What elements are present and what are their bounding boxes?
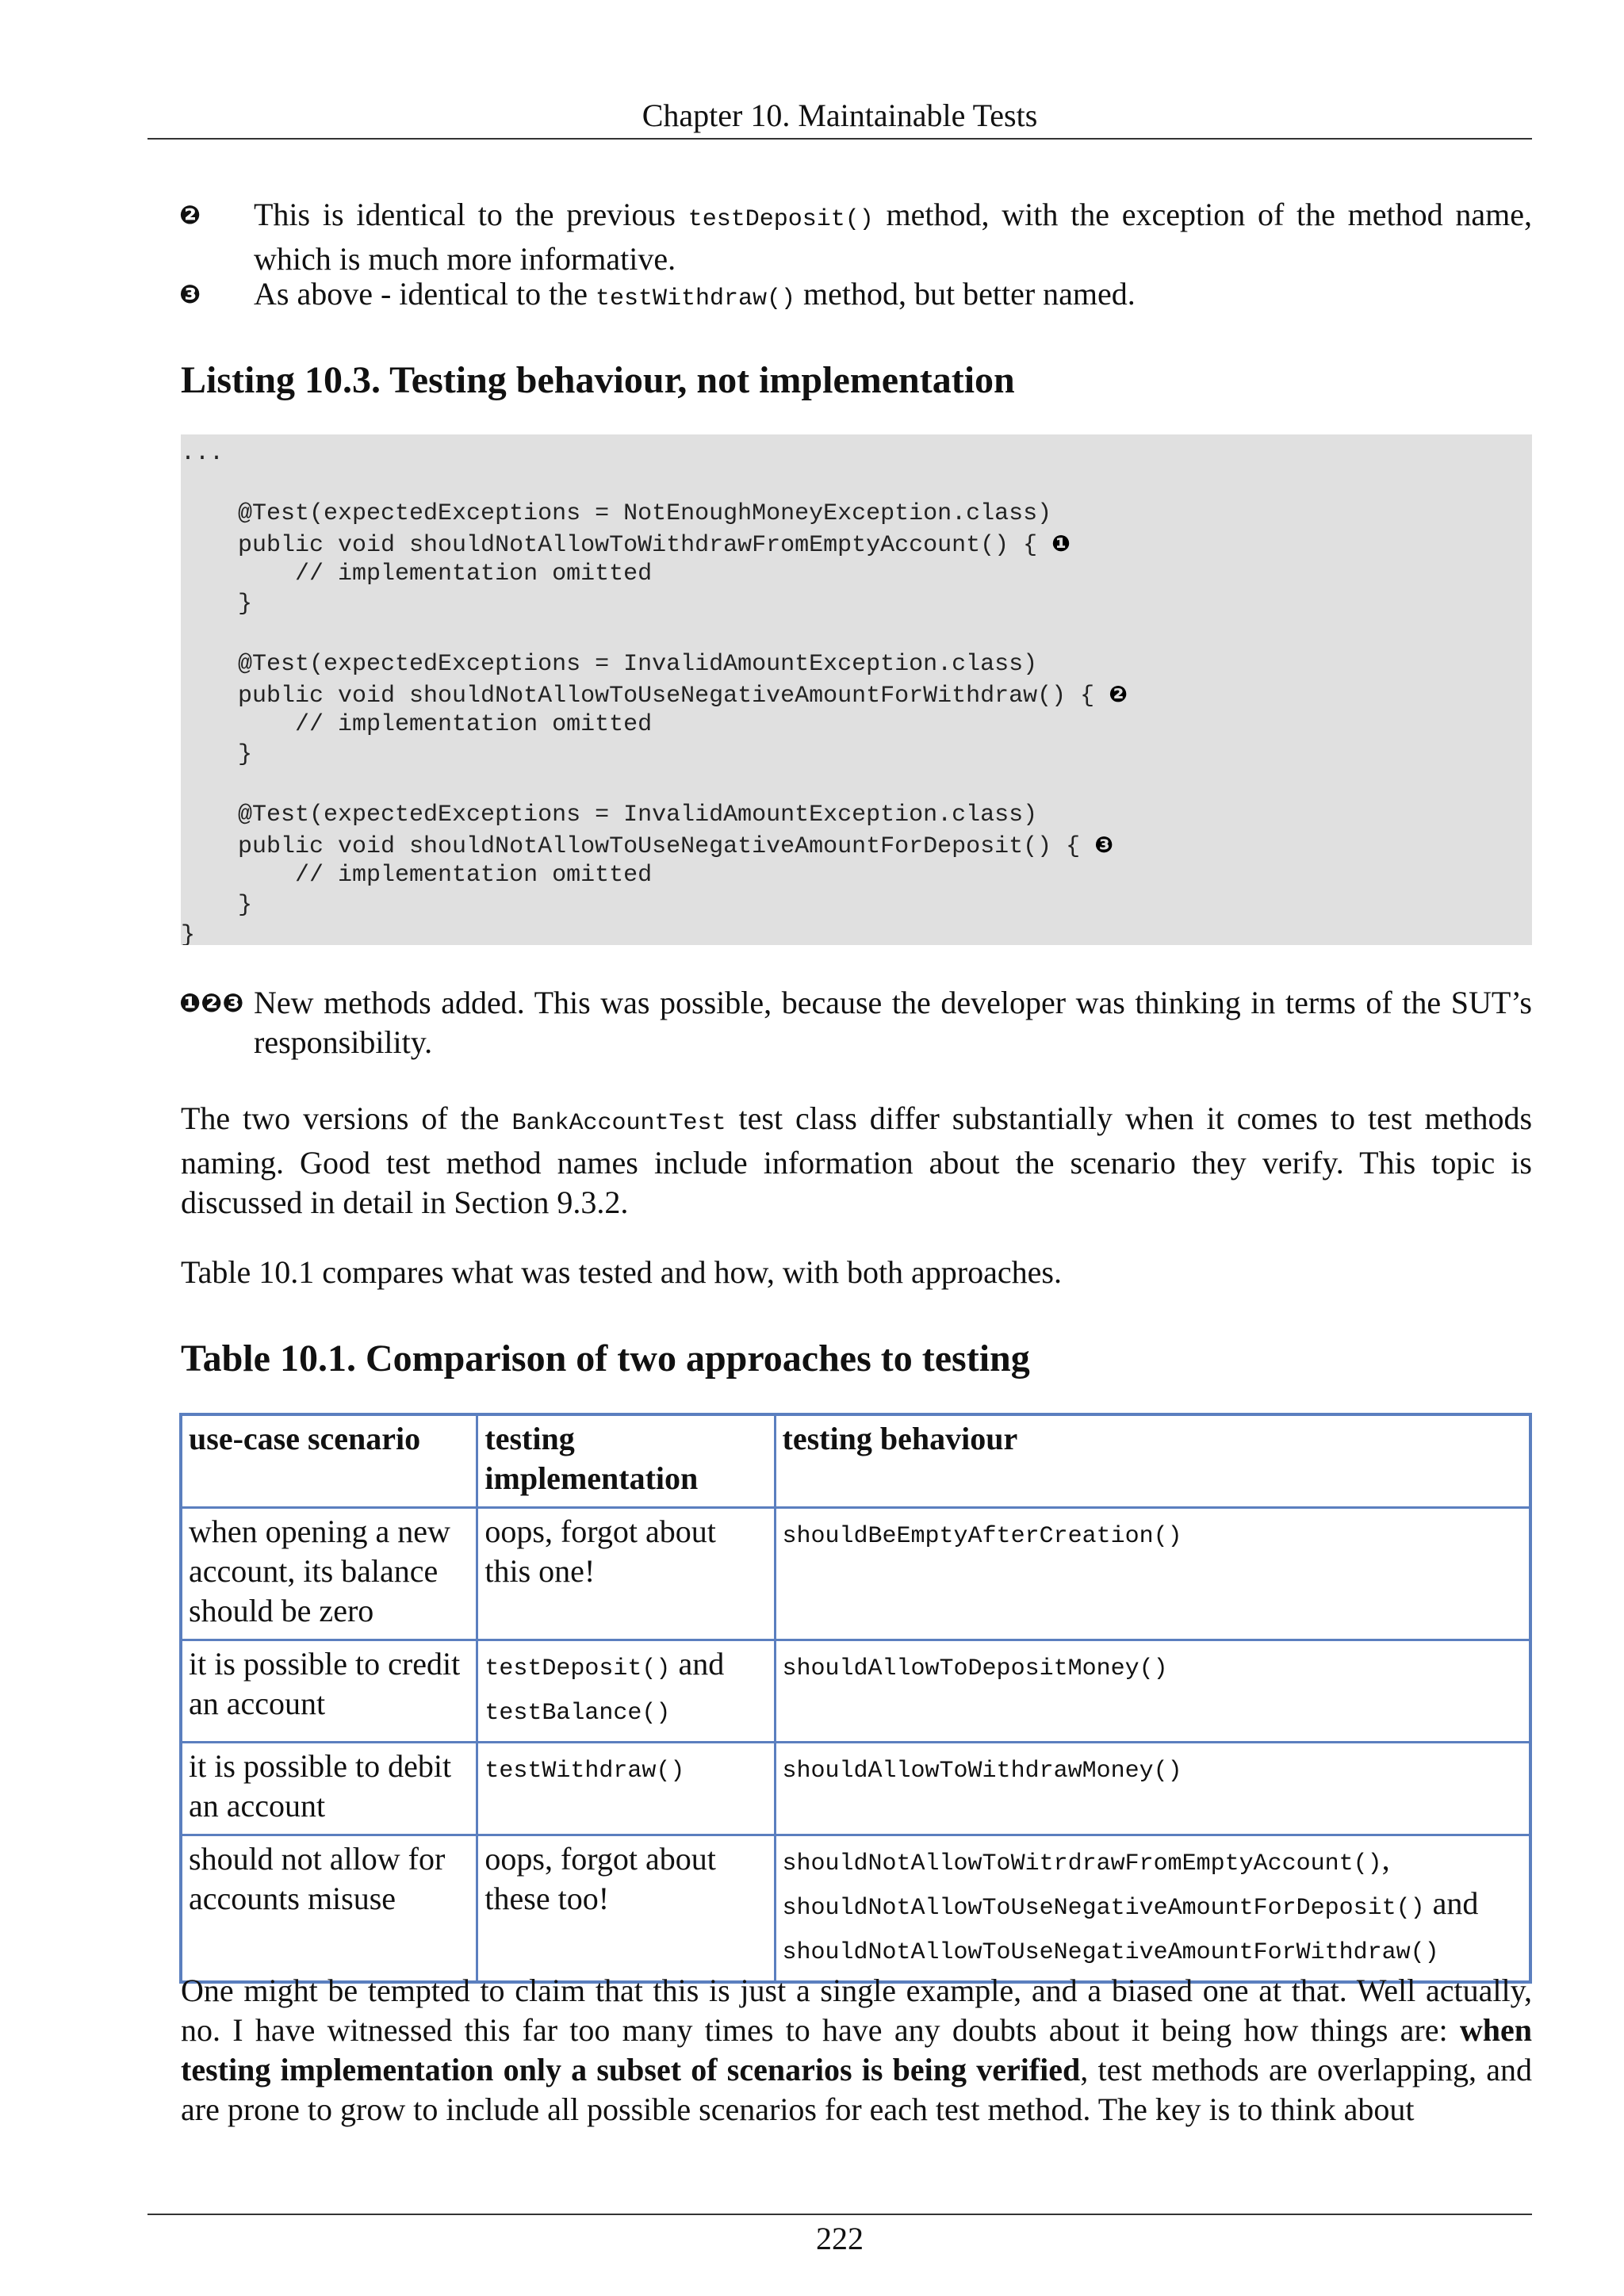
code-line: } bbox=[181, 741, 253, 768]
code-callout-marker: ❶ bbox=[1051, 530, 1071, 557]
code-line: @Test(expectedExceptions = InvalidAmountException.class) bbox=[181, 802, 1038, 828]
header-behaviour: testing behaviour bbox=[775, 1414, 1530, 1508]
cell-behaviour: shouldAllowToWithdrawMoney() bbox=[775, 1743, 1530, 1835]
cell-implementation: testDeposit() and testBalance() bbox=[477, 1640, 775, 1743]
listing-title: Listing 10.3. Testing behaviour, not implementation bbox=[181, 359, 1015, 401]
header-implementation: testing implementation bbox=[477, 1414, 775, 1508]
running-header: Chapter 10. Maintainable Tests bbox=[642, 98, 1038, 133]
code-line: // implementation omitted bbox=[181, 862, 653, 889]
comparison-table bbox=[179, 1413, 1532, 1984]
code-line: @Test(expectedExceptions = NotEnoughMoneyException.class) bbox=[181, 500, 1052, 527]
callout-text-2: This is identical to the previous testDeposit() method, with the exception of the method name, which is much more informative. bbox=[254, 197, 1532, 277]
paragraph-table-intro: Table 10.1 compares what was tested and how, with both approaches. bbox=[181, 1254, 1062, 1290]
table-row bbox=[181, 1835, 1530, 1983]
cell-behaviour: shouldNotAllowToWitrdrawFromEmptyAccount(), shouldNotAllowToUseNegativeAmountForDeposit() and shouldNotAllowToUseNegativeAmountForWithdraw() bbox=[775, 1835, 1530, 1983]
code-line: @Test(expectedExceptions = InvalidAmountException.class) bbox=[181, 651, 1038, 678]
paragraph-versions: The two versions of the BankAccountTest test class differ substantially when it comes to test methods naming. Good test method names include information about the scenario they verify. This topic is discussed in detail in Section 9.3.2. bbox=[181, 1100, 1533, 1220]
code-line: } bbox=[181, 922, 196, 945]
paragraph-conclusion: One might be tempted to claim that this is just a single example, and a biased one at that. Well actually, no. I have witnessed this far too many times to have any doubts about it being how things are: when testing implementation only a subset of scenarios is being verified, test methods are overlapping, and are prone to grow to include all possible scenarios for each test method. The key is to think about bbox=[181, 1973, 1532, 2127]
page-number: 222 bbox=[816, 2221, 864, 2256]
callout-2 bbox=[179, 195, 1532, 279]
cell-implementation: testWithdraw() bbox=[477, 1743, 775, 1835]
cell-scenario: should not allow for accounts misuse bbox=[181, 1835, 477, 1983]
table-row bbox=[181, 1640, 1530, 1743]
cell-implementation: oops, forgot about these too! bbox=[477, 1835, 775, 1983]
inline-code: testDeposit() bbox=[688, 206, 874, 233]
cell-behaviour: shouldAllowToDepositMoney() bbox=[775, 1640, 1530, 1743]
code-line: public void shouldNotAllowToUseNegativeAmountForWithdraw() { ❷ bbox=[181, 681, 1128, 710]
code-line: ... bbox=[181, 440, 224, 467]
callout-1-2-3 bbox=[179, 983, 1532, 1062]
table-row bbox=[181, 1508, 1530, 1640]
code-listing bbox=[181, 434, 1532, 945]
cell-implementation: oops, forgot about this one! bbox=[477, 1508, 775, 1640]
cell-scenario: when opening a new account, its balance should be zero bbox=[181, 1508, 477, 1640]
footer-rule bbox=[147, 2214, 1532, 2215]
header-rule bbox=[147, 138, 1532, 140]
callout-text-1-2-3: New methods added. This was possible, because the developer was thinking in terms of the SUT’s responsibility. bbox=[254, 985, 1532, 1060]
code-line: // implementation omitted bbox=[181, 711, 653, 738]
code-callout-marker: ❷ bbox=[1109, 681, 1128, 707]
callout-3 bbox=[179, 274, 1532, 319]
callout-marker-3: ❸ bbox=[179, 279, 201, 309]
code-line: public void shouldNotAllowToWithdrawFromEmptyAccount() { ❶ bbox=[181, 530, 1071, 559]
callout-text-3: As above - identical to the testWithdraw() method, but better named. bbox=[254, 276, 1136, 312]
inline-code: testWithdraw() bbox=[595, 285, 796, 312]
code-line: public void shouldNotAllowToUseNegativeAmountForDeposit() { ❸ bbox=[181, 832, 1113, 860]
cell-scenario: it is possible to debit an account bbox=[181, 1743, 477, 1835]
callout-marker-2: ❷ bbox=[179, 200, 201, 230]
code-line: } bbox=[181, 892, 253, 919]
emphasis: when testing implementation only a subset of scenarios is being verified bbox=[181, 2012, 1532, 2087]
table-header-row bbox=[181, 1414, 1530, 1508]
table-title: Table 10.1. Comparison of two approaches to testing bbox=[181, 1337, 1030, 1380]
code-line: // implementation omitted bbox=[181, 561, 653, 587]
header-scenario: use-case scenario bbox=[181, 1414, 477, 1508]
cell-scenario: it is possible to credit an account bbox=[181, 1640, 477, 1743]
cell-behaviour: shouldBeEmptyAfterCreation() bbox=[775, 1508, 1530, 1640]
code-line: } bbox=[181, 591, 253, 618]
code-callout-marker: ❸ bbox=[1094, 832, 1113, 858]
inline-code: BankAccountTest bbox=[511, 1110, 726, 1137]
callout-marker-1-2-3: ❶❷❸ bbox=[179, 988, 244, 1018]
table-row bbox=[181, 1743, 1530, 1835]
